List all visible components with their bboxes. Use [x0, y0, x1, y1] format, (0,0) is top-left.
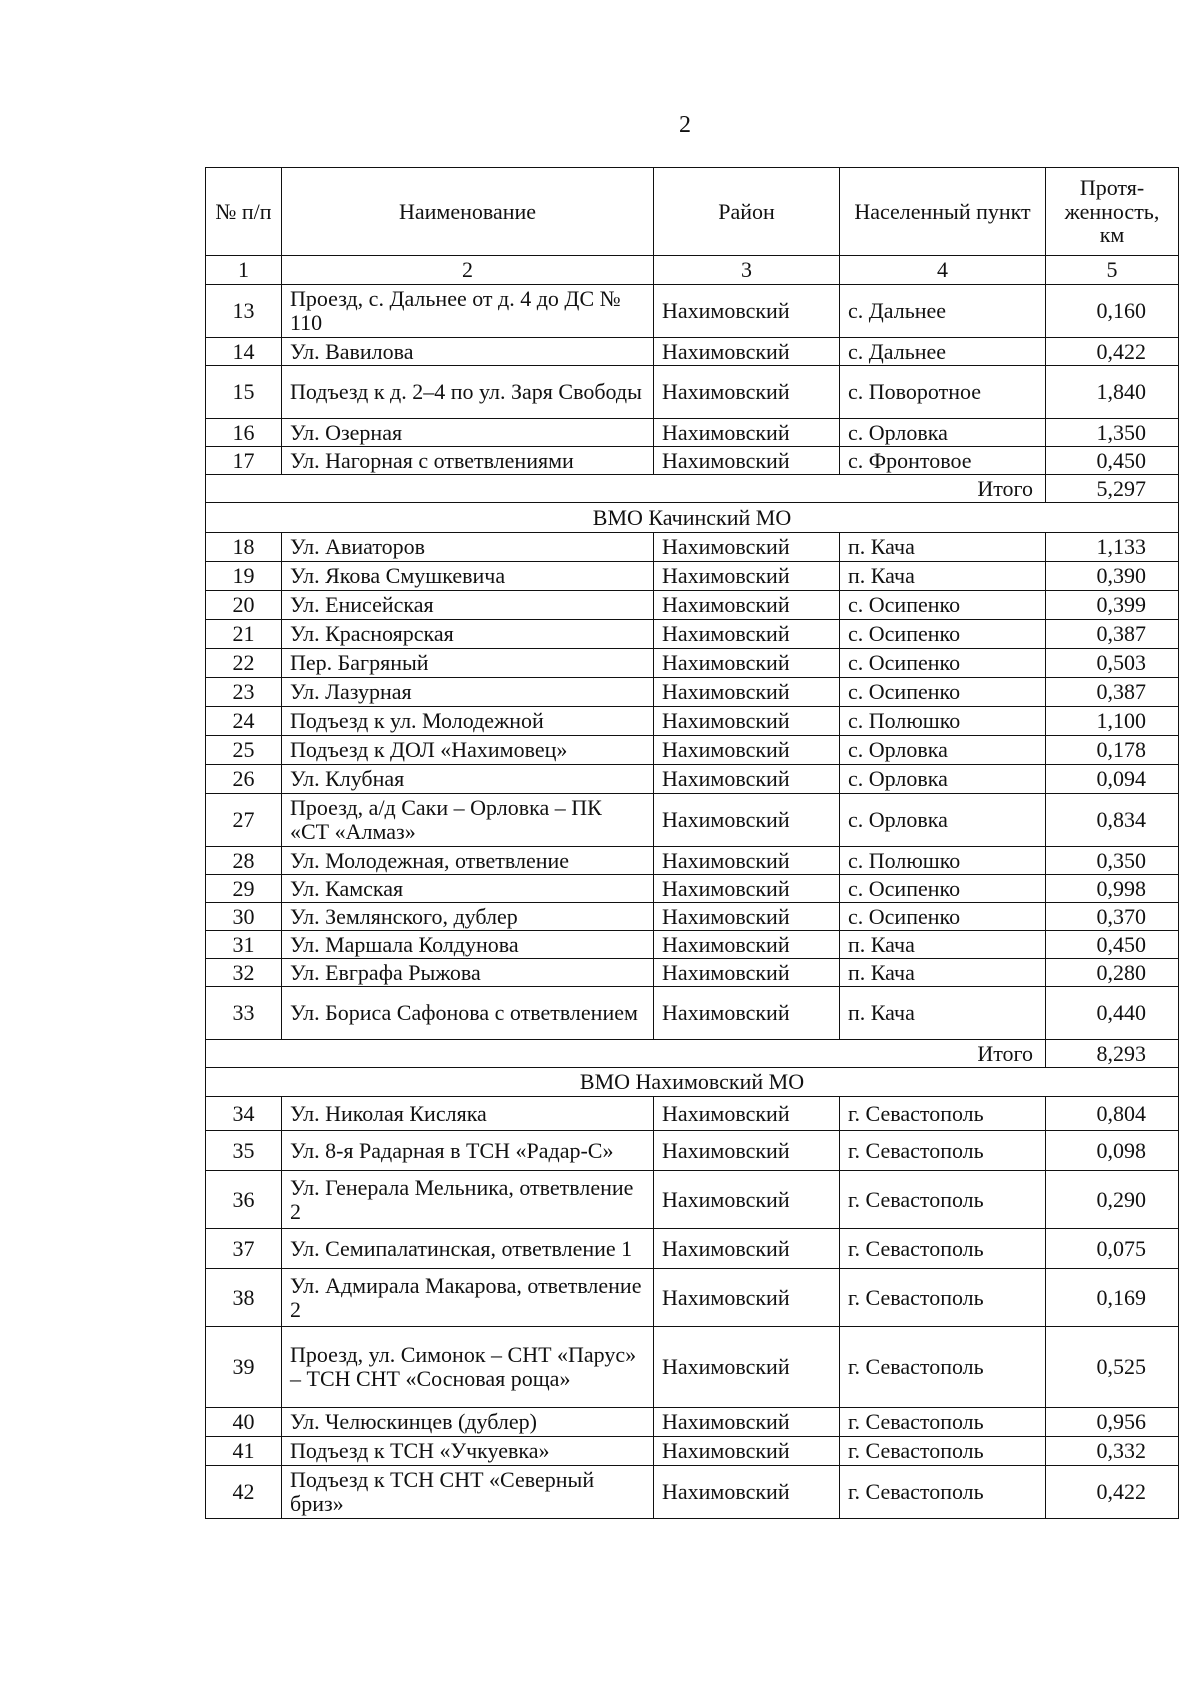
cell-number: 19: [206, 562, 282, 591]
cell-name: Проезд, ул. Симонок – СНТ «Парус» – ТСН СНТ «Сосновая роща»: [282, 1327, 654, 1408]
cell-locality: с. Осипенко: [840, 649, 1046, 678]
cell-name: Ул. Бориса Сафонова с ответвлением: [282, 987, 654, 1040]
cell-number: 17: [206, 447, 282, 475]
header-length: Протя-женность, км: [1046, 168, 1179, 256]
total-value: 5,297: [1046, 475, 1179, 503]
cell-district: Нахимовский: [654, 765, 840, 794]
cell-name: Ул. Енисейская: [282, 591, 654, 620]
cell-length: 0,178: [1046, 736, 1179, 765]
cell-length: 0,834: [1046, 794, 1179, 847]
cell-locality: г. Севастополь: [840, 1437, 1046, 1466]
total-value: 8,293: [1046, 1040, 1179, 1068]
cell-name: Ул. Генерала Мельника, ответвление 2: [282, 1171, 654, 1229]
cell-locality: п. Кача: [840, 959, 1046, 987]
cell-district: Нахимовский: [654, 987, 840, 1040]
cell-length: 0,956: [1046, 1408, 1179, 1437]
cell-name: Ул. Нагорная с ответвлениями: [282, 447, 654, 475]
cell-number: 42: [206, 1466, 282, 1519]
cell-length: 0,169: [1046, 1269, 1179, 1327]
cell-number: 23: [206, 678, 282, 707]
cell-length: 0,450: [1046, 931, 1179, 959]
section-title: ВМО Качинский МО: [206, 503, 1179, 533]
cell-district: Нахимовский: [654, 591, 840, 620]
cell-length: 0,290: [1046, 1171, 1179, 1229]
column-number: 2: [282, 256, 654, 285]
cell-locality: с. Орловка: [840, 419, 1046, 447]
cell-name: Подъезд к ДОЛ «Нахимовец»: [282, 736, 654, 765]
cell-locality: с. Дальнее: [840, 285, 1046, 338]
cell-district: Нахимовский: [654, 533, 840, 562]
cell-district: Нахимовский: [654, 847, 840, 875]
cell-name: Проезд, а/д Саки – Орловка – ПК «СТ «Алмаз»: [282, 794, 654, 847]
cell-length: 0,525: [1046, 1327, 1179, 1408]
cell-number: 24: [206, 707, 282, 736]
table-row: [206, 447, 1179, 475]
cell-length: 0,399: [1046, 591, 1179, 620]
cell-name: Пер. Багряный: [282, 649, 654, 678]
cell-district: Нахимовский: [654, 707, 840, 736]
cell-district: Нахимовский: [654, 447, 840, 475]
cell-locality: г. Севастополь: [840, 1097, 1046, 1131]
cell-number: 22: [206, 649, 282, 678]
cell-district: Нахимовский: [654, 366, 840, 419]
cell-locality: г. Севастополь: [840, 1171, 1046, 1229]
column-number: 4: [840, 256, 1046, 285]
table-row: [206, 959, 1179, 987]
cell-name: Ул. 8-я Радарная в ТСН «Радар-С»: [282, 1131, 654, 1171]
cell-number: 37: [206, 1229, 282, 1269]
cell-name: Ул. Землянского, дублер: [282, 903, 654, 931]
cell-name: Ул. Николая Кисляка: [282, 1097, 654, 1131]
cell-name: Ул. Якова Смушкевича: [282, 562, 654, 591]
cell-number: 32: [206, 959, 282, 987]
table-row: [206, 931, 1179, 959]
table-row: [206, 419, 1179, 447]
table-row: [206, 794, 1179, 847]
table-row: [206, 533, 1179, 562]
total-row: [206, 475, 1179, 503]
table-row: [206, 562, 1179, 591]
cell-number: 35: [206, 1131, 282, 1171]
cell-name: Ул. Клубная: [282, 765, 654, 794]
cell-length: 0,160: [1046, 285, 1179, 338]
cell-district: Нахимовский: [654, 1327, 840, 1408]
column-numbers-row: [206, 256, 1179, 285]
cell-locality: с. Осипенко: [840, 903, 1046, 931]
cell-name: Ул. Вавилова: [282, 338, 654, 366]
cell-locality: п. Кача: [840, 987, 1046, 1040]
table-row: [206, 620, 1179, 649]
cell-district: Нахимовский: [654, 736, 840, 765]
table-row: [206, 1466, 1179, 1519]
column-number: 1: [206, 256, 282, 285]
cell-number: 21: [206, 620, 282, 649]
cell-district: Нахимовский: [654, 1466, 840, 1519]
table-row: [206, 707, 1179, 736]
cell-name: Проезд, с. Дальнее от д. 4 до ДС № 110: [282, 285, 654, 338]
cell-district: Нахимовский: [654, 285, 840, 338]
cell-number: 33: [206, 987, 282, 1040]
table-body: [206, 285, 1179, 1519]
cell-locality: г. Севастополь: [840, 1229, 1046, 1269]
table-row: [206, 765, 1179, 794]
cell-number: 31: [206, 931, 282, 959]
table-row: [206, 1327, 1179, 1408]
cell-name: Ул. Авиаторов: [282, 533, 654, 562]
page-number: 2: [679, 112, 691, 138]
cell-locality: с. Осипенко: [840, 620, 1046, 649]
cell-locality: с. Дальнее: [840, 338, 1046, 366]
cell-locality: с. Орловка: [840, 736, 1046, 765]
cell-district: Нахимовский: [654, 1269, 840, 1327]
cell-length: 0,387: [1046, 678, 1179, 707]
cell-name: Ул. Камская: [282, 875, 654, 903]
cell-number: 18: [206, 533, 282, 562]
cell-locality: с. Фронтовое: [840, 447, 1046, 475]
cell-name: Ул. Челюскинцев (дублер): [282, 1408, 654, 1437]
cell-district: Нахимовский: [654, 1171, 840, 1229]
table-row: [206, 903, 1179, 931]
cell-locality: г. Севастополь: [840, 1131, 1046, 1171]
table-row: [206, 649, 1179, 678]
cell-length: 0,422: [1046, 338, 1179, 366]
cell-length: 0,998: [1046, 875, 1179, 903]
cell-length: 0,350: [1046, 847, 1179, 875]
header-num: № п/п: [206, 168, 282, 256]
cell-number: 29: [206, 875, 282, 903]
cell-name: Подъезд к ТСН СНТ «Северный бриз»: [282, 1466, 654, 1519]
cell-locality: с. Орловка: [840, 765, 1046, 794]
cell-length: 0,098: [1046, 1131, 1179, 1171]
table-row: [206, 1131, 1179, 1171]
cell-number: 15: [206, 366, 282, 419]
cell-district: Нахимовский: [654, 959, 840, 987]
table-row: [206, 1171, 1179, 1229]
cell-name: Ул. Озерная: [282, 419, 654, 447]
cell-length: 0,804: [1046, 1097, 1179, 1131]
cell-number: 36: [206, 1171, 282, 1229]
column-number: 3: [654, 256, 840, 285]
cell-name: Ул. Лазурная: [282, 678, 654, 707]
cell-number: 34: [206, 1097, 282, 1131]
cell-name: Ул. Евграфа Рыжова: [282, 959, 654, 987]
cell-locality: с. Полюшко: [840, 847, 1046, 875]
cell-locality: г. Севастополь: [840, 1466, 1046, 1519]
cell-district: Нахимовский: [654, 562, 840, 591]
cell-locality: п. Кача: [840, 533, 1046, 562]
cell-name: Ул. Адмирала Макарова, ответвление 2: [282, 1269, 654, 1327]
cell-district: Нахимовский: [654, 1437, 840, 1466]
header-locality: Населенный пункт: [840, 168, 1046, 256]
table-row: [206, 1097, 1179, 1131]
cell-number: 38: [206, 1269, 282, 1327]
cell-name: Ул. Маршала Колдунова: [282, 931, 654, 959]
cell-number: 28: [206, 847, 282, 875]
cell-district: Нахимовский: [654, 678, 840, 707]
cell-district: Нахимовский: [654, 1097, 840, 1131]
cell-name: Ул. Молодежная, ответвление: [282, 847, 654, 875]
cell-district: Нахимовский: [654, 875, 840, 903]
cell-length: 1,100: [1046, 707, 1179, 736]
table-row: [206, 1408, 1179, 1437]
table-row: [206, 987, 1179, 1040]
cell-district: Нахимовский: [654, 1131, 840, 1171]
cell-district: Нахимовский: [654, 649, 840, 678]
table-row: [206, 1229, 1179, 1269]
cell-number: 40: [206, 1408, 282, 1437]
cell-number: 14: [206, 338, 282, 366]
cell-district: Нахимовский: [654, 419, 840, 447]
cell-length: 0,075: [1046, 1229, 1179, 1269]
header-name: Наименование: [282, 168, 654, 256]
cell-locality: с. Орловка: [840, 794, 1046, 847]
cell-district: Нахимовский: [654, 1229, 840, 1269]
cell-length: 0,503: [1046, 649, 1179, 678]
section-title: ВМО Нахимовский МО: [206, 1068, 1179, 1097]
table-row: [206, 338, 1179, 366]
table-row: [206, 366, 1179, 419]
column-number: 5: [1046, 256, 1179, 285]
header-district: Район: [654, 168, 840, 256]
cell-locality: п. Кача: [840, 931, 1046, 959]
cell-number: 30: [206, 903, 282, 931]
table-row: [206, 736, 1179, 765]
roads-table: [205, 167, 1179, 1519]
cell-number: 27: [206, 794, 282, 847]
cell-locality: с. Осипенко: [840, 678, 1046, 707]
cell-number: 16: [206, 419, 282, 447]
cell-locality: г. Севастополь: [840, 1327, 1046, 1408]
cell-district: Нахимовский: [654, 903, 840, 931]
table-row: [206, 1437, 1179, 1466]
cell-length: 0,422: [1046, 1466, 1179, 1519]
cell-length: 0,094: [1046, 765, 1179, 794]
cell-name: Подъезд к д. 2–4 по ул. Заря Свободы: [282, 366, 654, 419]
total-label: Итого: [206, 1040, 1046, 1068]
total-label: Итого: [206, 475, 1046, 503]
section-row: [206, 1068, 1179, 1097]
cell-length: 0,387: [1046, 620, 1179, 649]
cell-length: 1,133: [1046, 533, 1179, 562]
cell-length: 0,280: [1046, 959, 1179, 987]
cell-locality: с. Поворотное: [840, 366, 1046, 419]
section-row: [206, 503, 1179, 533]
table-row: [206, 591, 1179, 620]
cell-locality: с. Осипенко: [840, 591, 1046, 620]
cell-locality: г. Севастополь: [840, 1269, 1046, 1327]
cell-name: Ул. Красноярская: [282, 620, 654, 649]
table-row: [206, 285, 1179, 338]
table-row: [206, 847, 1179, 875]
cell-district: Нахимовский: [654, 794, 840, 847]
cell-length: 0,370: [1046, 903, 1179, 931]
cell-number: 39: [206, 1327, 282, 1408]
cell-number: 13: [206, 285, 282, 338]
cell-length: 0,450: [1046, 447, 1179, 475]
cell-number: 41: [206, 1437, 282, 1466]
table-row: [206, 1269, 1179, 1327]
cell-district: Нахимовский: [654, 931, 840, 959]
table-row: [206, 875, 1179, 903]
cell-length: 1,350: [1046, 419, 1179, 447]
cell-length: 1,840: [1046, 366, 1179, 419]
cell-length: 0,390: [1046, 562, 1179, 591]
cell-locality: п. Кача: [840, 562, 1046, 591]
cell-name: Подъезд к ул. Молодежной: [282, 707, 654, 736]
cell-number: 20: [206, 591, 282, 620]
header-row: [206, 168, 1179, 256]
cell-length: 0,332: [1046, 1437, 1179, 1466]
cell-number: 26: [206, 765, 282, 794]
cell-locality: с. Полюшко: [840, 707, 1046, 736]
cell-name: Ул. Семипалатинская, ответвление 1: [282, 1229, 654, 1269]
cell-district: Нахимовский: [654, 338, 840, 366]
total-row: [206, 1040, 1179, 1068]
cell-number: 25: [206, 736, 282, 765]
cell-district: Нахимовский: [654, 1408, 840, 1437]
cell-district: Нахимовский: [654, 620, 840, 649]
table-row: [206, 678, 1179, 707]
cell-name: Подъезд к ТСН «Учкуевка»: [282, 1437, 654, 1466]
cell-locality: с. Осипенко: [840, 875, 1046, 903]
cell-length: 0,440: [1046, 987, 1179, 1040]
cell-locality: г. Севастополь: [840, 1408, 1046, 1437]
